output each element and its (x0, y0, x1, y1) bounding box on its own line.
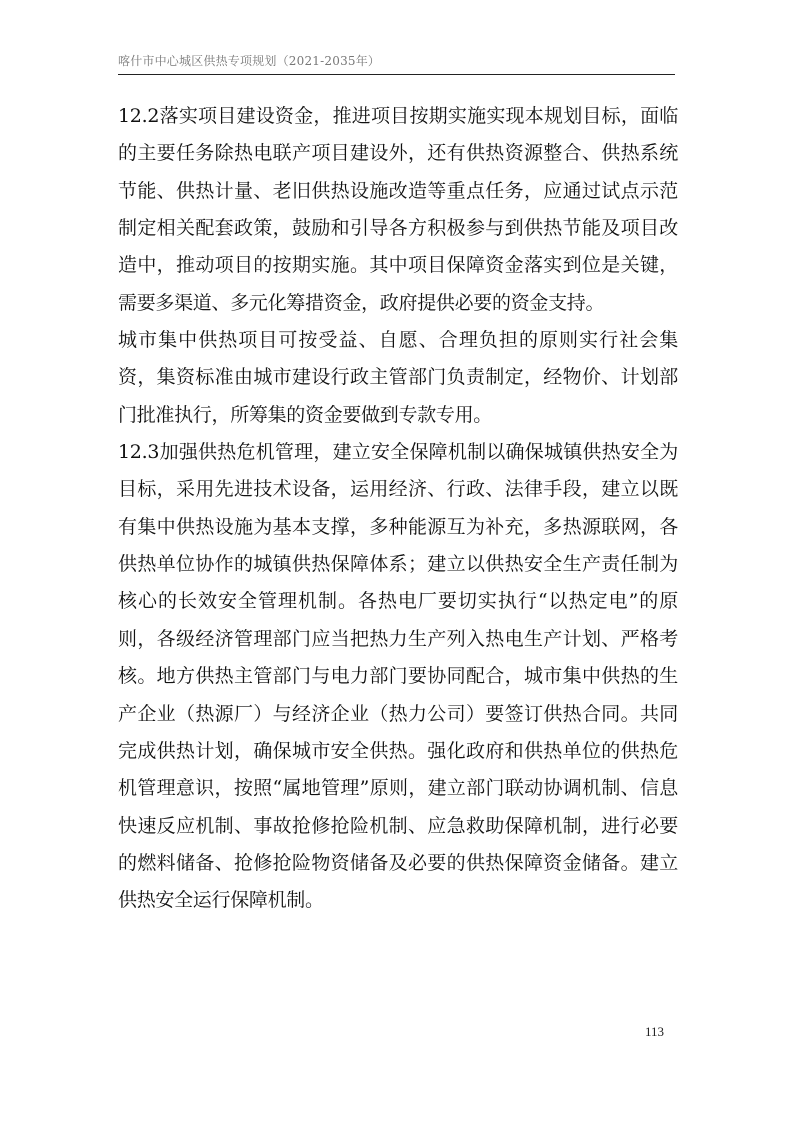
paragraph-12-3: 12.3加强供热危机管理，建立安全保障机制以确保城镇供热安全为目标，采用先进技术设备，运用经济、行政、法律手段，建立以既有集中供热设施为基本支撑，多种能源互为补充，多热源联网，各供热单位协作的城镇供热保障体系；建立以供热安全生产责任制为核心的长效安全管理机制。各热电厂要切实执行“以热定电”的原则，各级经济管理部门应当把热力生产列入热电生产计划、严格考核。地方供热主管部门与电力部门要协同配合，城市集中供热的生产企业（热源厂）与经济企业（热力公司）要签订供热合同。共同完成供热计划，确保城市安全供热。强化政府和供热单位的供热危机管理意识，按照“属地管理”原则，建立部门联动协调机制、信息快速反应机制、事故抢修抢险机制、应急救助保障机制，进行必要的燃料储备、抢修抢险物资储备及必要的供热保障资金储备。建立供热安全运行保障机制。 (118, 441, 678, 912)
paragraph-12-2: 12.2落实项目建设资金，推进项目按期实施实现本规划目标，面临的主要任务除热电联产项目建设外，还有供热资源整合、供热系统节能、供热计量、老旧供热设施改造等重点任务，应通过试点示范制定相关配套政策，鼓励和引导各方积极参与到供热节能及项目改造中，推动项目的按期实施。其中项目保障资金落实到位是关键，需要多渠道、多元化筹措资金，政府提供必要的资金支持。 (118, 105, 678, 314)
paragraph-funding: 城市集中供热项目可按受益、自愿、合理负担的原则实行社会集资，集资标准由城市建设行政主管部门负责制定，经物价、计划部门批准执行，所筹集的资金要做到专款专用。 (118, 329, 678, 426)
body-text (118, 98, 678, 920)
page-number: 113 (645, 1024, 665, 1039)
header-divider (118, 74, 675, 75)
running-header: 喀什市中心城区供热专项规划（2021-2035年） (118, 54, 381, 68)
